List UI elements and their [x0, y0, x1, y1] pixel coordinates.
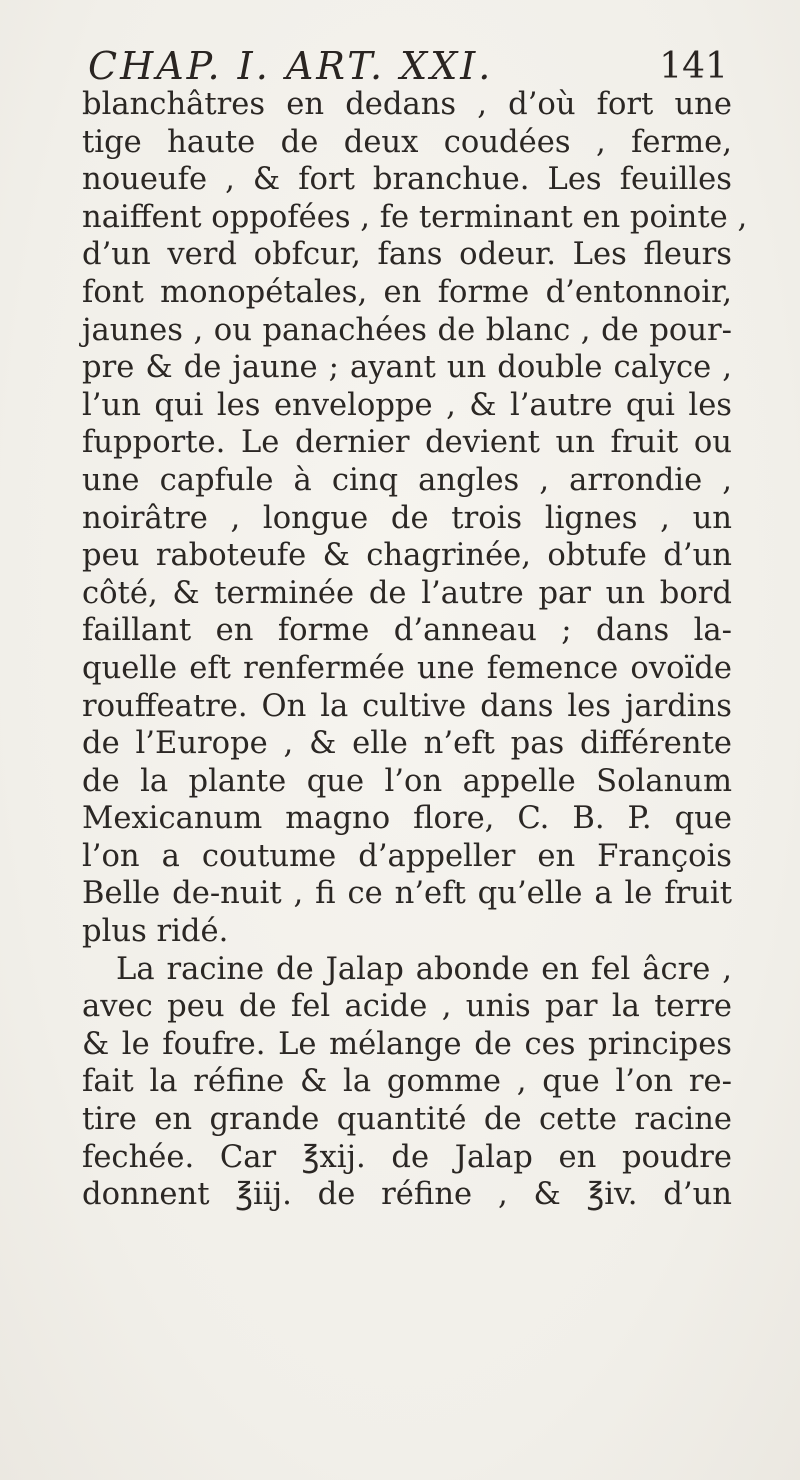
text-line: de l’Europe , & elle n’eft pas différente: [82, 726, 732, 762]
text-line: de la plante que l’on appelle Solanum: [82, 763, 732, 799]
text-line: donnent ℥iij. de réfine , & ℥iv. d’un: [82, 1177, 732, 1213]
text-line: une capfule à cinq angles , arrondie ,: [82, 462, 732, 498]
text-line: l’on a coutume d’appeller en François: [82, 838, 732, 874]
text-line: Belle de-nuit , fi ce n’eft qu’elle a le fruit: [82, 876, 732, 912]
text-line: l’un qui les enveloppe , & l’autre qui les: [82, 387, 732, 423]
text-line: Mexicanum magno flore, C. B. P. que: [82, 801, 732, 837]
text-line: blanchâtres en dedans , d’où fort une: [82, 87, 732, 122]
text-line: fupporte. Le dernier devient un fruit ou: [82, 425, 732, 461]
text-line: avec peu de fel acide , unis par la terre: [82, 989, 732, 1025]
text-line: La racine de Jalap abonde en fel âcre ,: [116, 951, 732, 987]
text-line: fait la réfine & la gomme , que l’on re-: [82, 1064, 732, 1100]
text-line: jaunes , ou panachées de blanc , de pour-: [82, 312, 732, 348]
text-line: côté, & terminée de l’autre par un bord: [82, 575, 732, 611]
text-line: tire en grande quantité de cette racine: [82, 1102, 732, 1138]
text-line: & le foufre. Le mélange de ces principes: [82, 1026, 732, 1062]
text-line: plus ridé.: [82, 914, 229, 950]
text-line: tige haute de deux coudées , ferme,: [82, 124, 732, 160]
text-line: naiffent oppofées , fe terminant en pointe ,: [82, 199, 748, 235]
text-line: quelle eft renfermée une femence ovoïde: [82, 650, 732, 686]
page-number: 141: [659, 46, 728, 87]
text-line: fechée. Car ℥xij. de Jalap en poudre: [82, 1139, 732, 1175]
running-head-title: CHAP. I. ART. XXI.: [88, 44, 494, 88]
text-line: font monopétales, en forme d’entonnoir,: [82, 274, 732, 310]
text-line: peu raboteufe & chagrinée, obtufe d’un: [82, 538, 732, 574]
text-line: faillant en forme d’anneau ; dans la-: [82, 613, 732, 649]
text-line: noirâtre , longue de trois lignes , un: [82, 500, 732, 536]
text-line: d’un verd obfcur, fans odeur. Les fleurs: [82, 237, 732, 273]
text-line: rouffeatre. On la cultive dans les jardins: [82, 688, 732, 724]
body-text: [82, 86, 748, 1214]
text-line: noueufe , & fort branchue. Les feuilles: [82, 162, 732, 198]
text-line: pre & de jaune ; ayant un double calyce ,: [82, 350, 732, 386]
